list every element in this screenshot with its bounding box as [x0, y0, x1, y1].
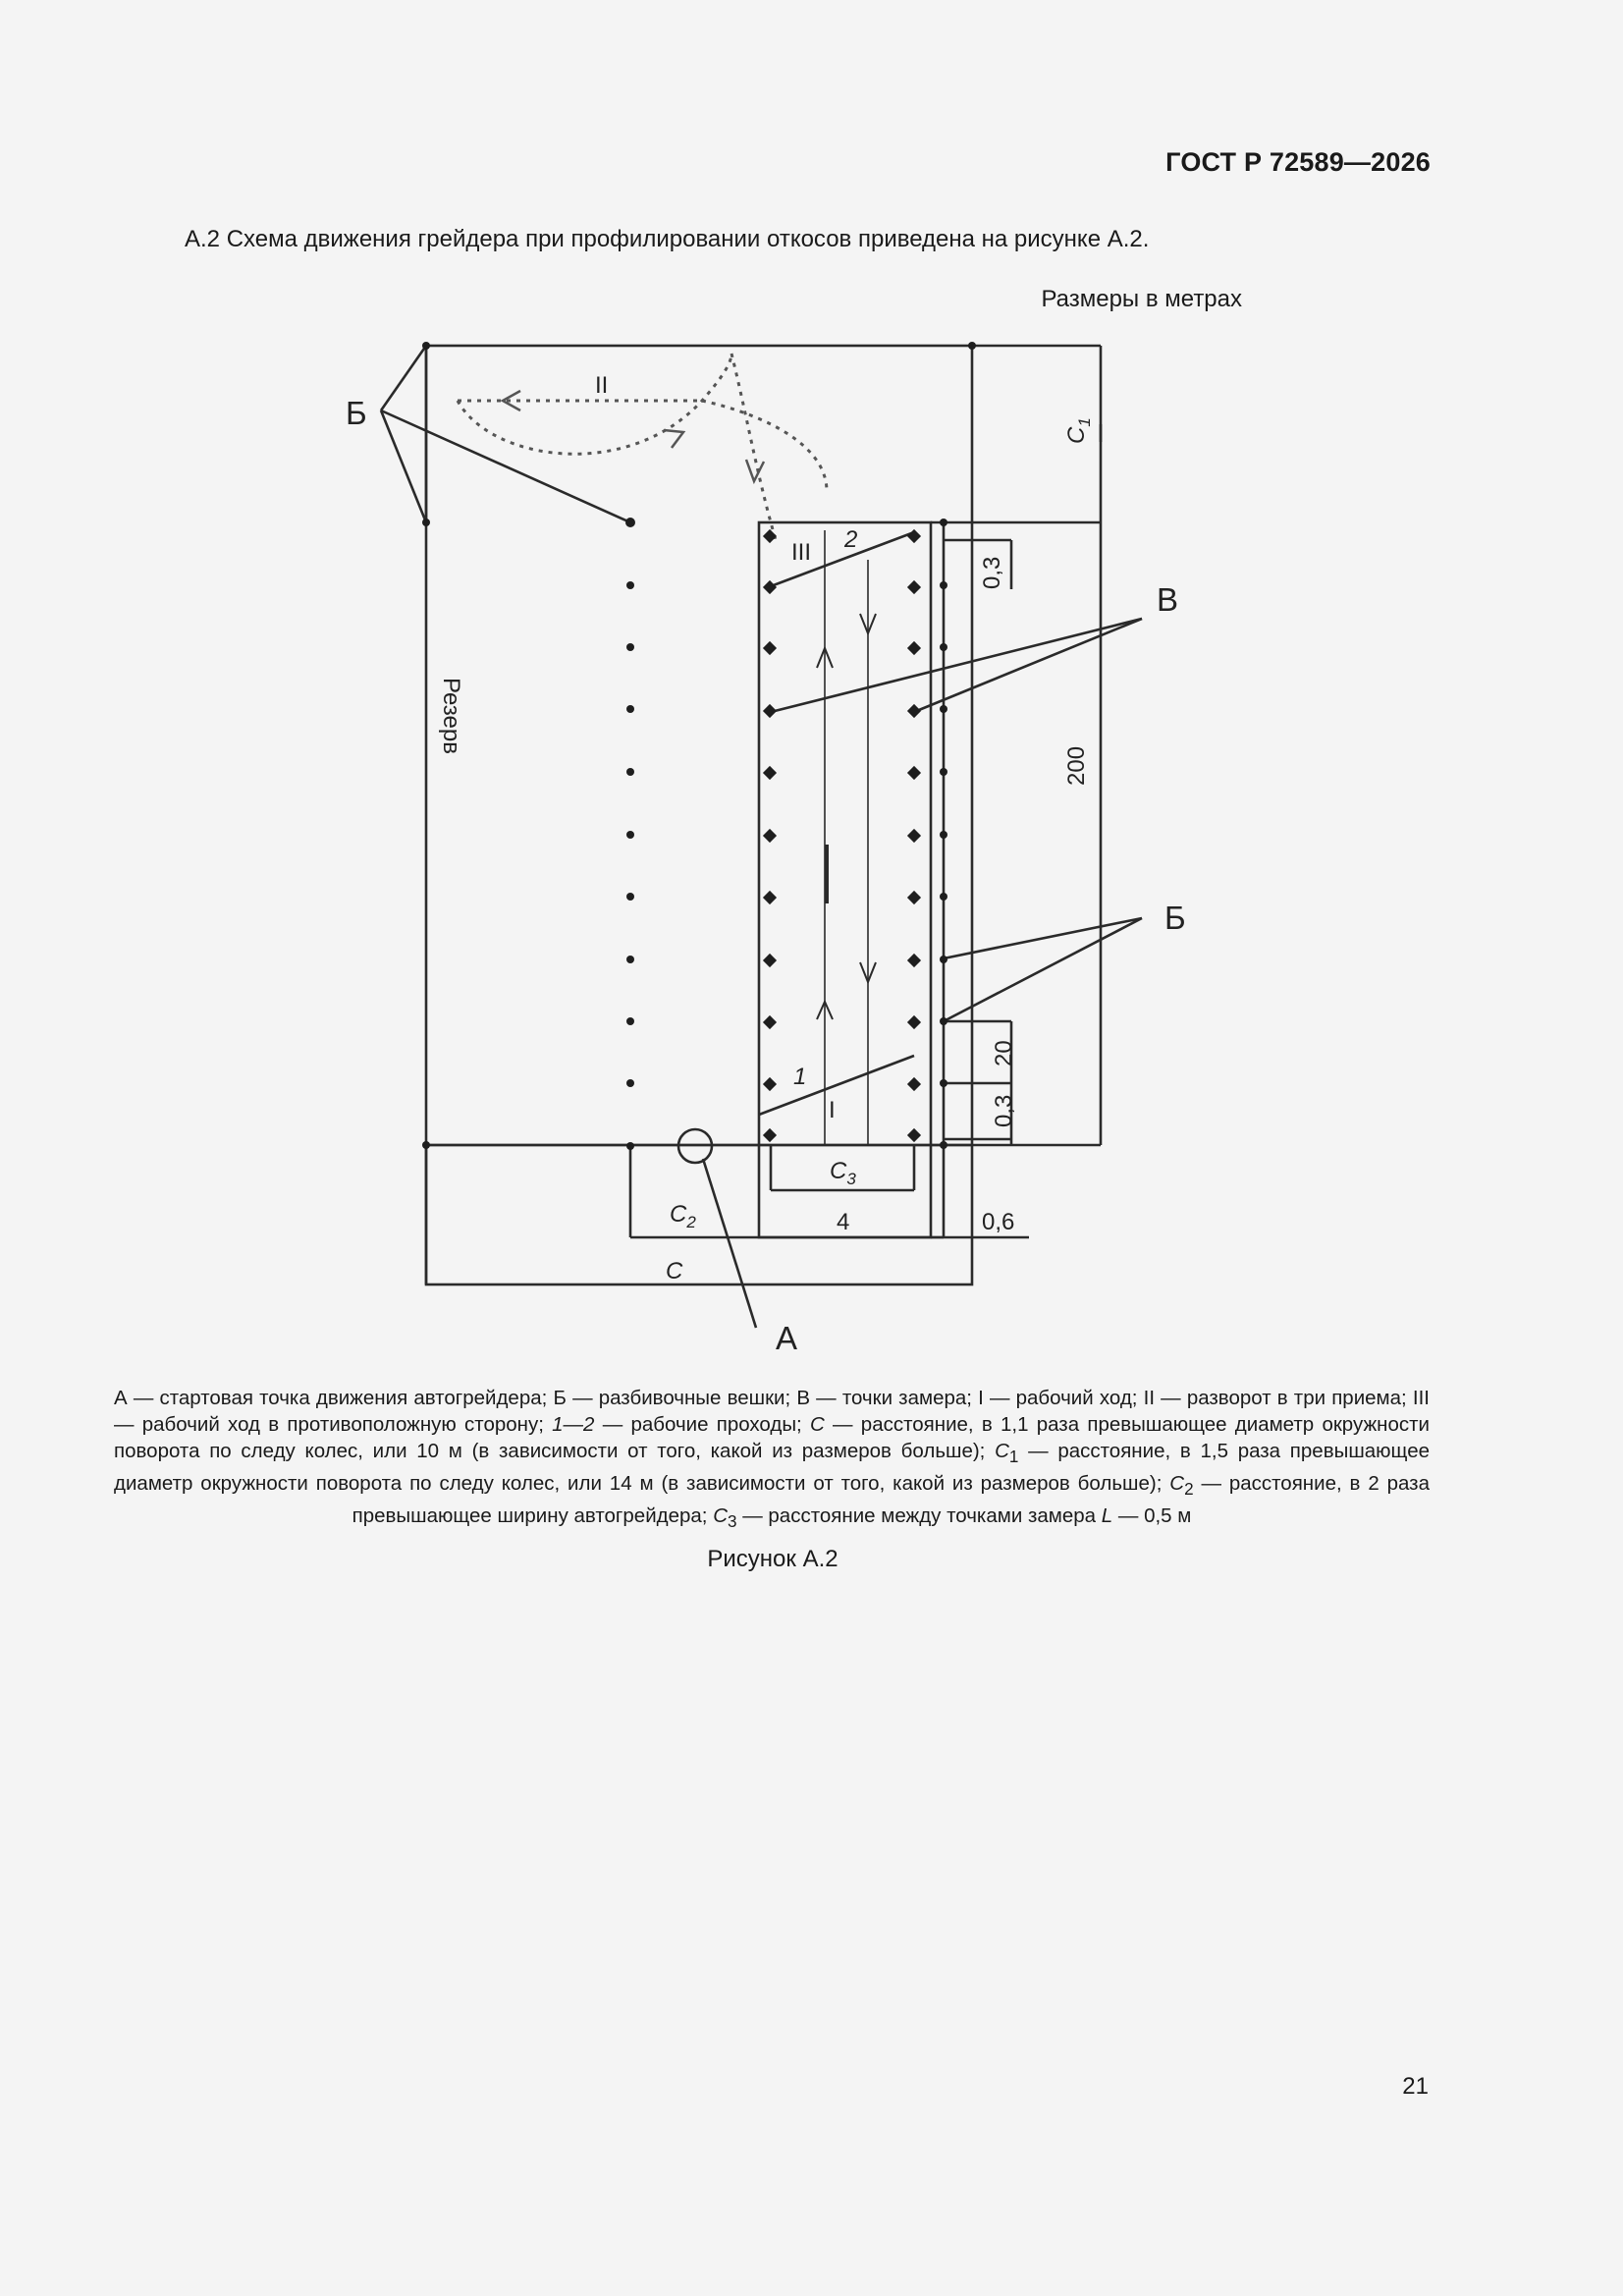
stake-left-11	[626, 1142, 634, 1150]
measure-point-l8	[763, 954, 777, 967]
stake-left-1	[625, 518, 635, 527]
label-b-left: Б	[346, 395, 367, 431]
measure-point-l3	[763, 641, 777, 655]
label-v: В	[1157, 581, 1179, 618]
corner-dot-4	[968, 342, 976, 350]
stake-right-9	[940, 1079, 947, 1087]
corner-dot-6	[940, 1141, 947, 1149]
measure-point-l10	[763, 1077, 777, 1091]
page-number: 21	[1402, 2073, 1429, 2100]
stake-right-7	[940, 956, 947, 963]
turn-path-curve-1	[458, 354, 731, 454]
stake-right-3	[940, 705, 947, 713]
stake-left-7	[626, 893, 634, 901]
stake-left-5	[626, 768, 634, 776]
measure-point-r1	[907, 529, 921, 543]
label-pass-2: 2	[844, 526, 858, 553]
stake-right-8	[940, 1017, 947, 1025]
v-pointer-2	[914, 619, 1142, 712]
measure-point-r5	[907, 766, 921, 780]
arrow-down-curve	[746, 460, 764, 481]
label-b-right: Б	[1164, 900, 1186, 936]
label-dim-20: 20	[991, 1040, 1017, 1066]
stake-right-4	[940, 768, 947, 776]
pass-line-1	[759, 1056, 914, 1115]
label-dim-03-bottom: 0,3	[991, 1094, 1017, 1127]
label-c: С	[666, 1258, 683, 1285]
turn-path-curve-2	[731, 354, 776, 540]
stake-left-2	[626, 581, 634, 589]
measure-point-r9	[907, 1015, 921, 1029]
measure-point-l5	[763, 766, 777, 780]
measure-point-r3	[907, 641, 921, 655]
measure-point-l4	[763, 704, 777, 718]
stake-left-8	[626, 956, 634, 963]
stake-right-5	[940, 831, 947, 839]
corner-dot-2	[422, 519, 430, 526]
label-pass-iii: III	[791, 539, 812, 566]
stake-left-4	[626, 705, 634, 713]
stake-left-10	[626, 1079, 634, 1087]
corner-dot-1	[422, 342, 430, 350]
figure-caption: Рисунок А.2	[707, 1546, 839, 1572]
arrow-curve-right	[664, 430, 683, 448]
outer-frame	[426, 346, 972, 1285]
label-c1	[1063, 417, 1094, 444]
measure-point-l9	[763, 1015, 777, 1029]
label-c2: $С_2$	[670, 1201, 696, 1231]
corner-dot-3	[422, 1141, 430, 1149]
label-dim-03-top: 0,3	[979, 556, 1005, 589]
measure-point-r8	[907, 954, 921, 967]
measure-point-l11	[763, 1128, 777, 1142]
stake-left-6	[626, 831, 634, 839]
measure-point-r11	[907, 1128, 921, 1142]
intro-paragraph: А.2 Схема движения грейдера при профилировании откосов приведена на рисунке А.2.	[185, 226, 1150, 252]
label-pass-ii: II	[595, 372, 609, 399]
measure-point-r6	[907, 829, 921, 843]
figure-legend: А — стартовая точка движения автогрейдера; Б — разбивочные вешки; В — точки замера; I — рабочий ход; II — разворот в три приема; III — рабочий ход в противоположную сторону; 1—2 — рабочие проходы; С — расстояние, в 1,1 раза превышающее диаметр окружности поворота по следу колес, или 10 м (в зависимости от того, какой из размеров больше); $С_1$ — расстояние, в 1,5 раза превышающее диаметр окружности поворота по следу колес, или 14 м (в зависимости от того, какой из размеров больше); $С_2$ — расстояние, в 2 раза превышающее ширину автогрейдера; $С_3$ — расстояние между точками замера L — 0,5 м	[114, 1387, 1430, 1532]
stake-left-9	[626, 1017, 634, 1025]
measure-point-r2	[907, 580, 921, 594]
measure-point-r10	[907, 1077, 921, 1091]
label-dim-06: 0,6	[982, 1209, 1015, 1235]
document-header: ГОСТ Р 72589—2026	[1165, 147, 1431, 177]
measure-point-r4	[907, 704, 921, 718]
label-a: А	[776, 1320, 798, 1356]
stake-left-3	[626, 643, 634, 651]
stake-right-1	[940, 581, 947, 589]
measure-point-l2	[763, 580, 777, 594]
a-pointer	[703, 1159, 756, 1328]
label-pass-i: I	[829, 1097, 836, 1123]
measure-point-l6	[763, 829, 777, 843]
label-dim-4: 4	[837, 1209, 850, 1235]
v-pointer-1	[771, 619, 1142, 712]
corner-dot-5	[940, 519, 947, 526]
measure-point-l7	[763, 891, 777, 904]
b-left-pointer-1	[381, 346, 426, 410]
label-c3: $С_3$	[830, 1158, 856, 1188]
working-strip	[759, 522, 931, 1237]
stake-right-6	[940, 893, 947, 901]
turn-path-curve-3	[702, 401, 827, 491]
svg-text:С1: $С_1$	[1063, 417, 1094, 444]
stake-right-2	[940, 643, 947, 651]
measure-point-r7	[907, 891, 921, 904]
units-note: Размеры в метрах	[1041, 286, 1242, 312]
measure-point-l1	[763, 529, 777, 543]
label-pass-1: 1	[793, 1064, 807, 1090]
label-reserve: Резерв	[438, 678, 464, 754]
label-dim-200: 200	[1063, 745, 1090, 786]
